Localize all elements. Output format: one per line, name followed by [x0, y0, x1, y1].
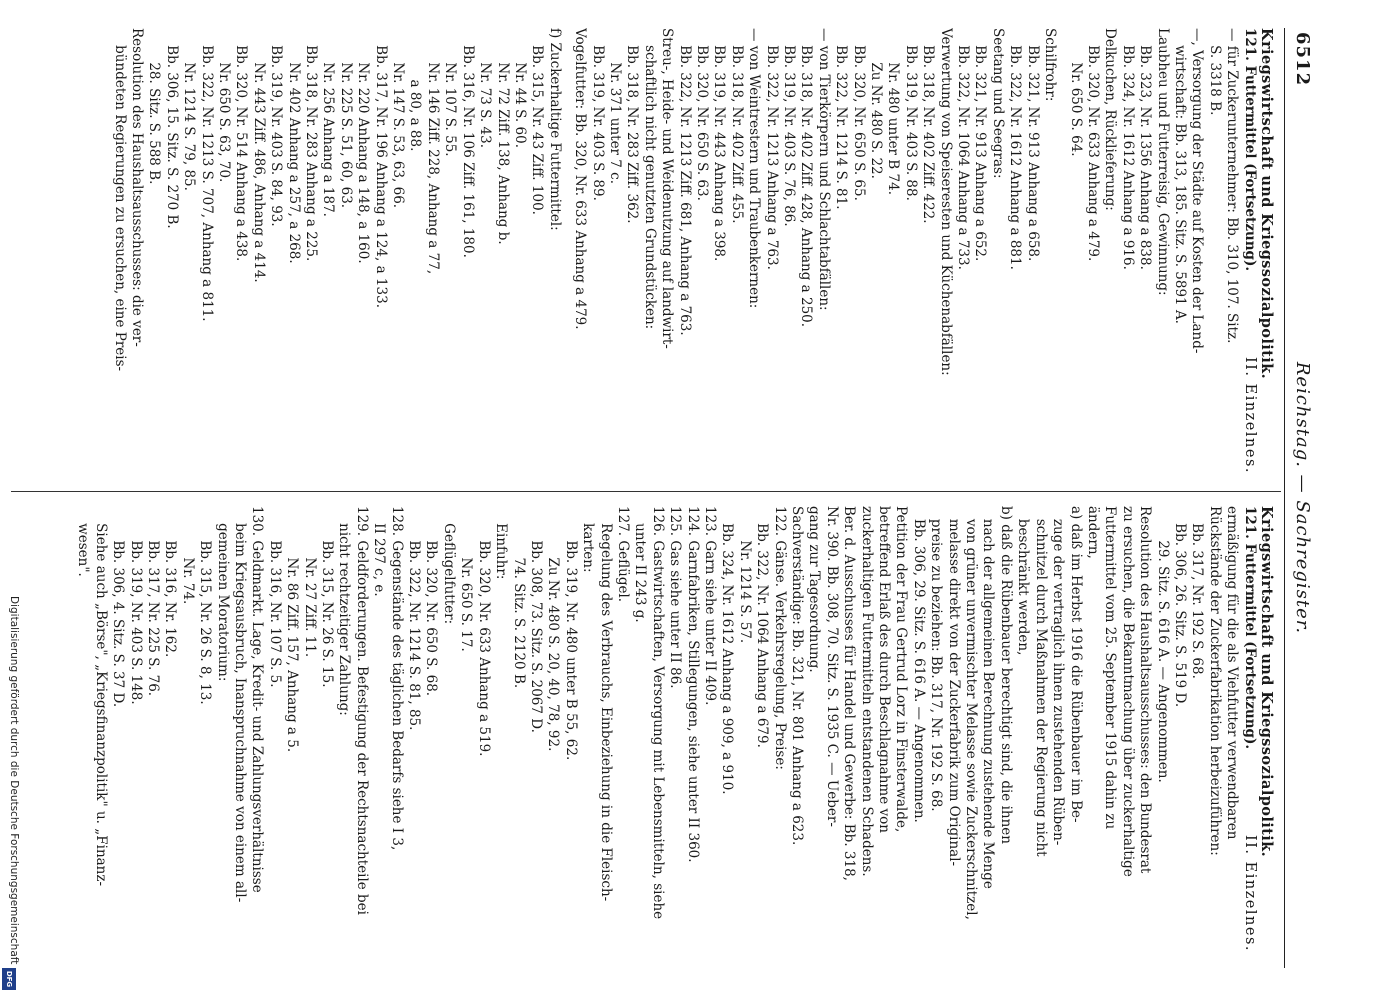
right-entry-line: ermäßigung für die als Viehfutter verwendbaren: [1224, 506, 1241, 840]
left-entry-line: Bb. 320, Nr. 650 S. 63.: [694, 28, 710, 201]
left-entry-line: Bb. 317, Nr. 196 Anhang a 124, a 133.: [372, 28, 389, 308]
right-entry-line: melasse direkt von der Zuckerfabrik zum Original-: [945, 506, 962, 867]
left-entry-line: Nr. 443 Ziff. 486, Anhang a 414.: [250, 28, 267, 283]
right-entry-line: gemeinen Moratorium:: [214, 506, 231, 682]
left-entry-line: Bb. 315, Nr. 43 Ziff. 100.: [529, 28, 546, 215]
right-entry-line: Ber. d. Ausschusses für Handel und Gewerbe: Bb. 318,: [841, 506, 858, 881]
left-entry-line: Bb. 320, Nr. 633 Anhang a 479.: [1084, 28, 1101, 262]
left-entry-line: Bb. 321, Nr. 913 Anhang a 652.: [972, 28, 989, 262]
left-entry-line: Resolution des Haushaltsausschusses: die ver-: [129, 28, 145, 347]
right-entry-line: Regelung des Verbrauchs, Einbeziehung in die Fleisch-: [597, 506, 614, 902]
left-column-heading-title: Kriegswirtschaft und Kriegssozialpolitik.: [1258, 28, 1275, 380]
left-entry-line: Bb. 324, Nr. 1612 Anhang a 916.: [1119, 28, 1136, 270]
right-entry-line: 122. Gänse. Verkehrsregelung, Preise:: [771, 506, 788, 770]
left-entry-line: Bb. 318, Nr. 283 Ziff. 362.: [624, 28, 641, 224]
right-entry-line: 74. Sitz. S. 2120 B.: [510, 506, 527, 689]
left-entry-line: Nr. 147 S. 53, 63, 66.: [390, 28, 407, 209]
right-entry-line: Nr. 74.: [179, 506, 196, 605]
right-entry-line: Bb. 319, Nr. 480 unter B 55, 62.: [562, 506, 579, 761]
left-entry-line: Bb. 322, Nr. 1213 Ziff. 681, Anhang a 763.: [676, 28, 693, 336]
right-entry-line: betreffend Erlaß des durch Beschlagnahme von: [876, 506, 893, 833]
right-entry-line: Nr. 27 Ziff. 11.: [301, 506, 318, 658]
right-entry-line: Bb. 317, Nr. 225 S. 76.: [145, 506, 161, 697]
right-entry-line: beschränkt werden,: [1015, 506, 1032, 656]
column-divider: [11, 491, 1281, 492]
right-entry-line: Nr. 86 Ziff. 157, Anhang a 5.: [284, 506, 301, 753]
right-entry-line: unter II 243 g.: [632, 506, 649, 623]
left-entry-line: Schilfrohr:: [1042, 28, 1059, 102]
left-entry-line: [563, 28, 571, 474]
left-entry-line: Nr. 225 S. 51, 60, 63.: [337, 28, 354, 209]
right-entry-line: Bb. 306, 26. Sitz. S. 519 D.: [1171, 506, 1188, 708]
left-entry-line: bündeten Regierungen zu ersuchen, eine Preis-: [111, 28, 128, 372]
right-entry-line: Bb. 316, Nr. 162.: [162, 506, 179, 658]
left-entry-line: Laubheu und Futterreisig, Gewinnung:: [1154, 28, 1171, 296]
left-entry-line: Bb. 319, Nr. 403 S. 76, 86.: [781, 28, 798, 227]
right-entry-line: Bb. 315, Nr. 26 S. 8, 13.: [197, 506, 214, 705]
left-entry-line: Nr. 146 Ziff. 228, Anhang a 77,: [424, 28, 441, 275]
left-entry-line: Bb. 306, 15. Sitz. S. 270 B.: [163, 28, 180, 229]
left-entry-line: Nr. 220 Anhang a 148, a 160.: [355, 28, 372, 264]
left-entry-line: Nr. 1214 S. 79, 85.: [181, 28, 198, 191]
running-head: Reichstag. — Sachregister.: [1292, 361, 1313, 635]
right-entry-line: Bb. 322, Nr. 1064 Anhang a 679.: [754, 506, 771, 748]
right-column: [5, 506, 1275, 952]
left-entry-line: f) Zuckerhaltige Futtermittel:: [546, 28, 563, 231]
right-entry-line: ändern,: [1084, 506, 1101, 559]
right-column-entries: [74, 506, 1240, 952]
right-entry-line: II 297 c, e.: [371, 506, 388, 597]
left-column: [5, 28, 1275, 474]
right-entry-line: preise zu beziehen: Bb. 317, Nr. 192 S. 68.: [928, 506, 945, 812]
left-entry-line: Zu Nr. 480 S. 22.: [868, 28, 885, 179]
left-entry-line: Nr. 72 Ziff. 138, Anhang b.: [494, 28, 511, 245]
left-entry-line: Nr. 480 unter B 74.: [885, 28, 902, 195]
right-entry-line: 124. Garnfabriken, Stillegungen, siehe unter II 360.: [684, 506, 701, 863]
left-entry-line: Bb. 323, Nr. 1356 Anhang a 838.: [1137, 28, 1154, 270]
left-column-subheading: 121. Futtermittel (Fortsetzung).: [1241, 28, 1258, 272]
right-entry-line: Bb. 317, Nr. 192 S. 68.: [1189, 506, 1206, 679]
right-entry-line: 29. Sitz. S. 616 A. — Angenommen.: [1154, 506, 1171, 783]
left-entry-line: Bb. 318, Nr. 402 Ziff. 428, Anhang a 250.: [798, 28, 815, 328]
right-entry-line: Bb. 319, Nr. 403 S. 148.: [127, 506, 144, 705]
left-entry-line: Bb. 319, Nr. 403 S. 88.: [902, 28, 919, 201]
left-entry-line: Bb. 319, Nr. 403 S. 89.: [589, 28, 606, 201]
left-entry-line: Bb. 322, Nr. 1213 S. 707, Anhang a 811.: [198, 28, 215, 322]
digitization-credit: [6, 596, 22, 996]
right-entry-line: Bb. 320, Nr. 650 S. 68.: [423, 506, 440, 697]
right-column-heading-part: II. Einzelnes.: [1241, 834, 1258, 952]
right-entry-line: beim Kriegsausbruch, Inanspruchnahme von einem all-: [232, 506, 249, 903]
left-entry-line: [1058, 28, 1066, 474]
right-entry-line: Bb. 316, Nr. 107 S. 5.: [266, 506, 283, 688]
left-entry-line: Nr. 650 S. 64.: [1067, 28, 1084, 157]
left-entry-line: Bb. 319, Nr. 403 S. 84, 93.: [268, 28, 285, 227]
right-entry-line: Bb. 306, 29. Sitz. S. 616 A. — Angenommen.: [910, 506, 927, 823]
right-entry-line: zuckerhaltigen Futtermitteln entstandenen Schadens.: [858, 506, 875, 877]
right-entry-line: schnitzel durch Maßnahmen der Regierung nicht: [1032, 506, 1049, 857]
right-entry-line: 128. Gegenstände des täglichen Bedarfs siehe I 3,: [388, 506, 405, 851]
left-entry-line: — von Weintrestern und Traubenkernen:: [746, 28, 763, 309]
left-entry-line: Nr. 402 Anhang a 257, a 268.: [285, 28, 302, 264]
right-entry-line: Bb. 315, Nr. 26 S. 15.: [319, 506, 336, 688]
right-entry-line: nicht rechtzeitiger Zahlung:: [336, 506, 353, 716]
right-entry-line: b) daß die Rübenbauer berechtigt sind, die ihnen: [997, 506, 1014, 844]
left-entry-line: schaftlich nicht genutzten Grundstücken:: [641, 28, 658, 330]
left-entry-line: — für Zuckerunternehmer: Bb. 310, 107. Sitz.: [1224, 28, 1241, 344]
left-entry-line: Bb. 322, Nr. 1064 Anhang a 733.: [955, 28, 972, 270]
right-column-heading-title: Kriegswirtschaft und Kriegssozialpolitik.: [1258, 506, 1275, 858]
right-entry-line: Sachverständige: Bb. 321, Nr. 801 Anhang a 623.: [789, 506, 806, 846]
left-entry-line: Delkuchen, Rücklieferung:: [1102, 28, 1119, 211]
left-entry-line: Bb. 320, Nr. 514 Anhang a 438.: [233, 28, 250, 262]
left-entry-line: wirtschaft: Bb. 313, 185. Sitz. S. 5891 A.: [1171, 28, 1188, 324]
left-entry-line: Nr. 256 Anhang a 187.: [320, 28, 337, 217]
right-entry-line: Siehe auch „Börse", „Kriegsfinanzpolitik" u. „Finanz-: [92, 506, 109, 887]
right-column-subheading: 121. Futtermittel (Fortsetzung).: [1241, 506, 1258, 750]
left-entry-line: Bb. 321, Nr. 913 Anhang a 658.: [1024, 28, 1041, 262]
right-entry-line: 127. Geflügel.: [614, 506, 631, 603]
right-entry-line: Zu Nr. 480 S. 20, 40, 78, 92.: [545, 506, 562, 752]
left-entry-line: 28. Sitz. S. 588 B.: [146, 28, 163, 185]
left-entry-line: Bb. 318, Nr. 402 Ziff. 455.: [728, 28, 745, 224]
right-entry-line: Rückstände der Zuckerfabrikation herbeizuführen:: [1206, 506, 1223, 856]
left-entry-line: — von Tierkörpern und Schlachtabfällen:: [815, 28, 832, 311]
left-entry-line: Nr. 371 unter 7 c.: [606, 28, 623, 185]
right-entry-line: Nr. 650 S. 17.: [458, 506, 475, 652]
left-entry-line: Nr. 650 S. 63, 70.: [216, 28, 233, 183]
rotated-scan-page: [0, 28, 1325, 968]
left-entry-line: Bb. 318, Nr. 402 Ziff. 422.: [920, 28, 937, 224]
right-entry-line: zu ersuchen, die Bekanntmachung über zuckerhaltige: [1119, 506, 1136, 877]
right-entry-line: Resolution des Haushaltsausschusses: den Bundesrat: [1137, 506, 1154, 874]
right-entry-line: Bb. 308, 73. Sitz. S. 2067 D.: [527, 506, 544, 733]
right-entry-line: Nr. 390. Bb. 308, 70. Sitz. S. 1935 C. — Ueber-: [823, 506, 840, 827]
right-entry-line: Bb. 322, Nr. 1214 S. 81, 85.: [406, 506, 423, 731]
left-column-heading-part: II. Einzelnes.: [1241, 356, 1258, 474]
left-entry-line: Bb. 322, Nr. 1214 S. 81.: [833, 28, 850, 210]
dfg-logo-text: DFG: [5, 970, 13, 988]
right-entry-line: gang zur Tagesordnung.: [806, 506, 823, 673]
left-entry-line: Nr. 73 S. 43.: [477, 28, 494, 148]
right-entry-line: Bb. 324, Nr. 1612 Anhang a 909, a 910.: [719, 506, 736, 795]
left-entry-line: Seetang und Seegras:: [989, 28, 1006, 179]
left-entry-line: Bb. 322, Nr. 1612 Anhang a 881.: [1007, 28, 1024, 270]
left-entry-line: Bb. 318, Nr. 283 Anhang a 225.: [303, 28, 320, 262]
left-entry-line: Bb. 322, Nr. 1213 Anhang a 763.: [763, 28, 780, 270]
left-entry-line: Nr. 44 S. 60.: [511, 28, 528, 148]
right-entry-line: zuge der vertraglich ihnen zustehenden Rüben-: [1050, 506, 1067, 846]
right-entry-line: 126. Gastwirtschaften, Versorgung mit Lebensmitteln, siehe: [649, 506, 666, 920]
left-entry-line: a 80, a 88.: [407, 28, 424, 152]
right-entry-line: Bb. 306, 4. Sitz. S. 37 D.: [110, 506, 127, 708]
left-entry-line: Bb. 316, Nr. 106 Ziff. 161, 180.: [459, 28, 476, 258]
right-entry-line: Geflügelfutter:: [440, 506, 457, 625]
digitization-credit-text: Digitalisierung gefördert durch die Deutsche Forschungsgemeinschaft: [8, 596, 20, 965]
left-entry-line: Bb. 320, Nr. 650 S. 65.: [850, 28, 867, 201]
right-entry-line: wesen".: [75, 506, 92, 577]
page-header: [1284, 28, 1325, 968]
left-entry-line: Verwertung von Speiseresten und Küchenabfällen:: [937, 28, 954, 376]
right-entry-line: 123. Garn siehe unter II 409.: [702, 506, 718, 706]
right-entry-line: Nr. 1214 S. 57.: [736, 506, 753, 644]
right-entry-line: von grüner unvermischter Melasse sowie Zuckerschnitzel,: [963, 506, 980, 920]
right-entry-line: a) daß im Herbst 1916 die Rübenbauer im Be-: [1067, 506, 1084, 823]
left-column-entries: [110, 28, 1240, 474]
right-entry-line: nach der allgemeinen Berechnung zustehende Menge: [980, 506, 997, 889]
right-entry-line: Bb. 320, Nr. 633 Anhang a 519.: [475, 506, 492, 757]
left-entry-line: S. 3318 B.: [1206, 28, 1223, 116]
right-entry-line: Einfuhr:: [493, 506, 510, 580]
left-entry-line: Bb. 319, Nr. 443 Anhang a 398.: [711, 28, 728, 262]
page-number: 6512: [1292, 32, 1313, 87]
right-entry-line: karten:: [580, 506, 597, 573]
right-entry-line: 130. Geldmarkt. Lage, Kredit- und Zahlungsverhältnisse: [249, 506, 266, 893]
right-entry-line: 129. Geldforderungen. Befestigung der Rechtsnachteile bei: [353, 506, 370, 915]
left-entry-line: Vogelfutter: Bb. 320, Nr. 633 Anhang a 479.: [572, 28, 589, 330]
right-entry-line: Futtermittel vom 25. September 1915 dahin zu: [1102, 506, 1119, 830]
right-entry-line: Petition der Frau Gertrud Lorz in Finsterwalde,: [893, 506, 910, 833]
left-entry-line: —, Versorgung der Städte auf Kosten der Land-: [1189, 28, 1206, 354]
right-entry-line: 125. Gas siehe unter II 86.: [667, 506, 684, 689]
left-entry-line: Streu-, Heide- und Weidenutzung auf landwirt-: [659, 28, 676, 349]
dfg-logo: [2, 968, 16, 990]
left-entry-line: Nr. 107 S. 55.: [442, 28, 459, 157]
